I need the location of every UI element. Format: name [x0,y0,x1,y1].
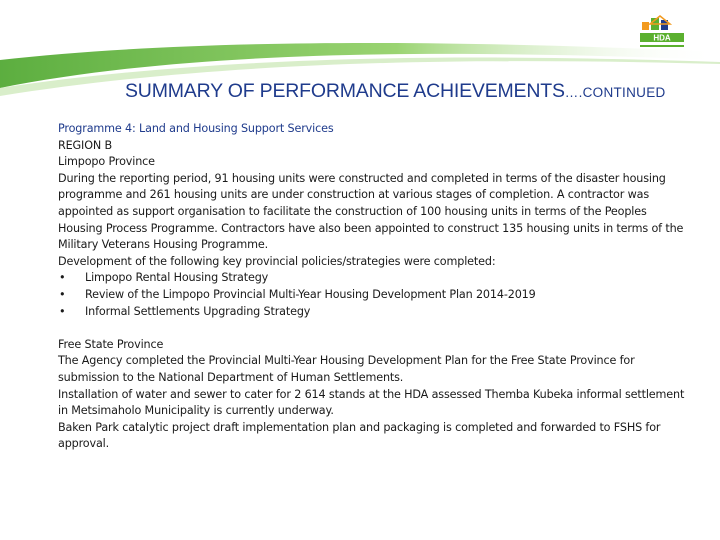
policy-text: Review of the Limpopo Provincial Multi-Year Housing Development Plan 2014-2019 [85,287,536,301]
region-label: REGION B [58,138,113,152]
title-suffix: ….CONTINUED [564,85,666,100]
policies-list [58,270,692,320]
title-main: SUMMARY OF PERFORMANCE ACHIEVEMENTS [125,80,565,102]
bullet-icon: • [59,287,66,301]
bullet-icon: • [59,271,66,285]
slide-content [58,121,692,453]
list-item [58,270,692,287]
slide-title [125,80,705,103]
programme-heading: Programme 4: Land and Housing Support Services [58,122,334,135]
spacer [58,320,692,337]
bullet-icon: • [59,304,66,318]
limpopo-heading: Limpopo Province [58,155,155,169]
free-state-paragraph-2: Installation of water and sewer to cater for 2 614 stands at the HDA assessed Themba Kubeka informal settlement in Metsimaholo Municipality is currently underway. [58,387,685,418]
list-item [58,304,692,321]
list-item [58,287,692,304]
policy-text: Limpopo Rental Housing Strategy [85,271,269,285]
policy-text: Informal Settlements Upgrading Strategy [85,304,311,318]
free-state-heading: Free State Province [58,337,164,351]
policies-intro: Development of the following key provincial policies/strategies were completed: [58,254,496,268]
hda-logo-text: HDA [653,33,671,43]
free-state-paragraph-1: The Agency completed the Provincial Multi-Year Housing Development Plan for the Free State Province for submission to the National Department of Human Settlements. [58,354,635,384]
limpopo-paragraph: During the reporting period, 91 housing units were constructed and completed in terms of the disaster housing programme and 261 housing units are under construction at various stages of completion. A contractor was appointed as support organisation to facilitate the construction of 100 housing units in terms of the Peoples Housing Process Programme. Contractors have also been appointed to construct 135 housing units in terms of the Military Veterans Housing Programme. [58,171,684,252]
hda-logo [636,14,690,54]
free-state-paragraph-3: Baken Park catalytic project draft implementation plan and packaging is completed and forwarded to FSHS for approval. [58,420,661,451]
